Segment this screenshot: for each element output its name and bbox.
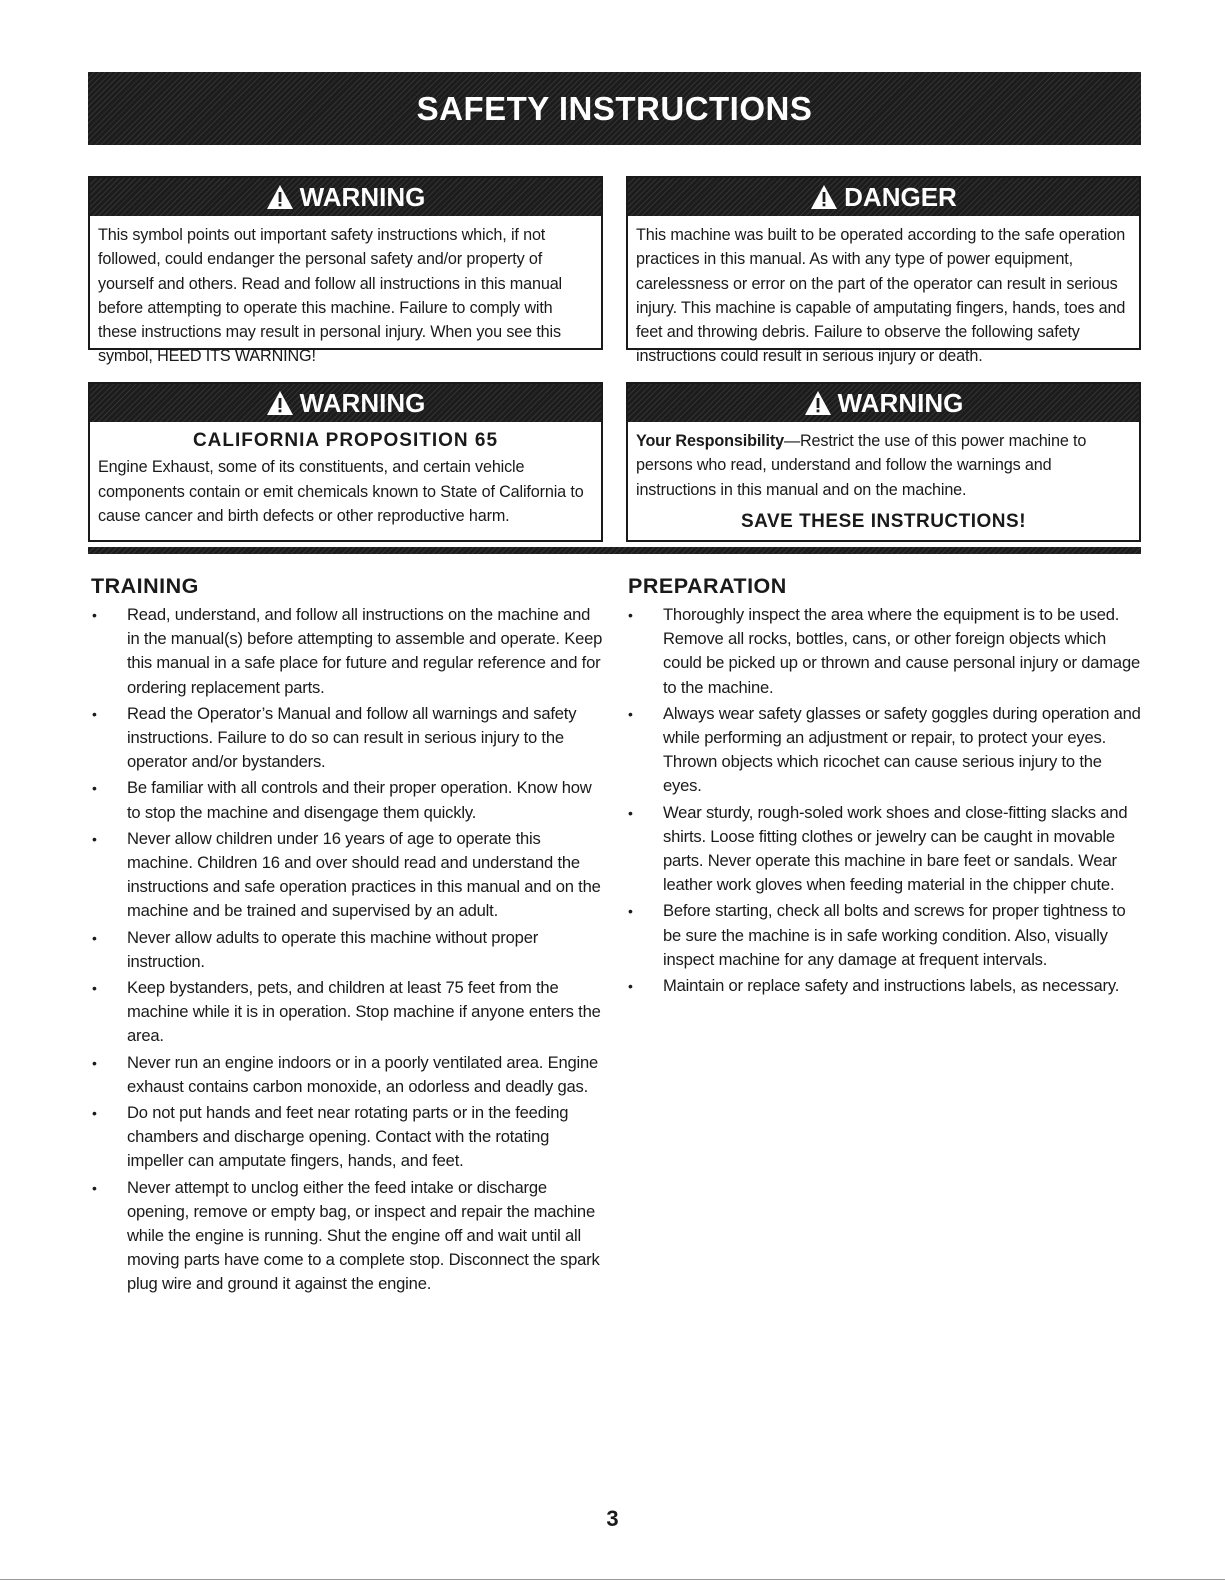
danger-heading: DANGER [844,181,957,212]
list-item-text: Never run an engine indoors or in a poorly ventilated area. Engine exhaust contains carbon monoxide, an odorless and deadly gas. [127,1052,599,1096]
page-title-bar [88,72,1141,145]
section-divider [88,547,1141,554]
list-item [92,976,604,1049]
list-item [92,926,604,974]
prop65-warning-header [90,384,601,422]
list-item-text: Before starting, check all bolts and screws for proper tightness to be sure the machine is in safe working condition. Also, visually inspect machine for any damage at frequent intervals. [663,901,1126,969]
bullet-icon: • [92,705,97,722]
prop65-box [88,382,603,542]
bullet-icon: • [92,1054,97,1071]
list-item-text: Do not put hands and feet near rotating parts or in the feeding chambers and discharge opening. Contact with the rotating impeller can amputate fingers, hands, and feet. [127,1103,569,1171]
preparation-list [628,603,1143,1000]
save-instructions: SAVE THESE INSTRUCTIONS! [740,510,1027,532]
bullet-icon: • [92,1179,97,1196]
list-item-text: Thoroughly inspect the area where the equipment is to be used. Remove all rocks, bottles, cans, or other foreign objects which could be picked up or thrown and cause personal injury or damage to the machine. [663,605,1141,697]
list-item [92,776,604,824]
bullet-icon: • [92,780,97,797]
prop65-text: Engine Exhaust, some of its constituents, and certain vehicle components contain or emit chemicals known to State of California to cause cancer and birth defects or other reproductive harm. [98,458,584,525]
list-item-text: Read the Operator’s Manual and follow all warnings and safety instructions. Failure to do so can result in serious injury to the operator and/or bystanders. [127,703,577,772]
list-item [92,827,604,924]
danger-text: This machine was built to be operated according to the safe operation practices in this manual. As with any type of power equipment, carelessness or error on the part of the operator can result in serious injury. This machine is capable of amputating fingers, hands, toes and feet and throwing debris. Failure to observe the following safety instructions could result in serious injury or death. [636,226,1126,366]
preparation-title: PREPARATION [628,574,787,598]
responsibility-box [626,382,1141,542]
page-number: 3 [606,1506,619,1531]
bullet-icon: • [92,980,97,997]
warning-triangle-icon [804,390,832,416]
danger-box [626,176,1141,366]
list-item-text: Never allow children under 16 years of age to operate this machine. Children 16 and over should read and understand the instructions and safe operation practices in this manual and on the machine and be trained and supervised by an adult. [127,828,601,921]
warning-text: This symbol points out important safety instructions which, if not followed, could endanger the personal safety and/or property of yourself and others. Read and follow all instructions in this manual before attempting to operate this machine. Failure to comply with these instructions may result in personal injury. When you see this symbol, HEED ITS WARNING! [98,226,562,366]
responsibility-heading: WARNING [837,387,964,418]
list-item-text: Keep bystanders, pets, and children at least 75 feet from the machine while it is in operation. Stop machine if anyone enters the area. [127,978,601,1046]
bullet-icon: • [628,607,633,623]
bullet-icon: • [92,929,97,946]
warning-symbol-box [88,176,603,366]
bullet-icon: • [92,607,97,623]
list-item [628,702,1143,799]
warning-header [90,178,601,216]
list-item-text: Be familiar with all controls and their proper operation. Know how to stop the machine and disengage them quickly. [127,778,592,822]
list-item [92,1051,604,1099]
list-item-text: Maintain or replace safety and instructions labels, as necessary. [663,976,1120,996]
list-item [92,1101,604,1174]
list-item [628,603,1143,700]
prop65-body [90,422,601,528]
bottom-rule [0,1579,1225,1580]
warning-heading: WARNING [299,181,426,212]
list-item-text: Never allow adults to operate this machine without proper instruction. [127,927,539,971]
responsibility-text: —Restrict the use of this power machine to persons who read, understand and follow the warnings and instructions in this manual and on the machine. [636,432,1087,499]
prop65-title: CALIFORNIA PROPOSITION 65 [192,430,499,451]
training-title: TRAINING [91,574,199,598]
bullet-icon: • [628,804,633,821]
responsibility-warning-header [628,384,1139,422]
list-item [628,899,1143,972]
training-list [92,603,604,1299]
page-title: SAFETY INSTRUCTIONS [416,89,813,127]
warning-triangle-icon [266,390,294,416]
responsibility-body [628,422,1139,534]
list-item [92,702,604,775]
bullet-icon: • [92,1105,97,1122]
bullet-icon: • [628,705,633,722]
warning-triangle-icon [266,184,294,210]
list-item-text: Never attempt to unclog either the feed intake or discharge opening, remove or empty bag, or inspect and repair the machine while the engine is running. Shut the engine off and wait until all moving parts have come to a complete stop. Disconnect the spark plug wire and ground it against the engine. [127,1177,600,1294]
bullet-icon: • [628,978,633,995]
list-item-text: Always wear safety glasses or safety goggles during operation and while performing an adjustment or repair, to protect your eyes. Thrown objects which ricochet can cause serious injury to the eyes. [663,703,1141,796]
list-item [92,603,604,700]
list-item [628,801,1143,898]
prop65-heading: WARNING [299,387,426,418]
bullet-icon: • [628,903,633,920]
responsibility-lead: Your Responsibility [636,432,784,450]
list-item [92,1176,604,1297]
list-item-text: Read, understand, and follow all instructions on the machine and in the manual(s) before attempting to assemble and operate. Keep this manual in a safe place for future and regular reference and for ordering replacement parts. [127,605,603,697]
warning-triangle-icon [810,184,838,210]
bullet-icon: • [92,830,97,847]
danger-header [628,178,1139,216]
list-item-text: Wear sturdy, rough-soled work shoes and close-fitting slacks and shirts. Loose fitting clothes or jewelry can be caught in movable parts. Never operate this machine in bare feet or sandals. Wear leather work gloves when feeding material in the chipper chute. [663,802,1128,895]
list-item [628,974,1143,998]
